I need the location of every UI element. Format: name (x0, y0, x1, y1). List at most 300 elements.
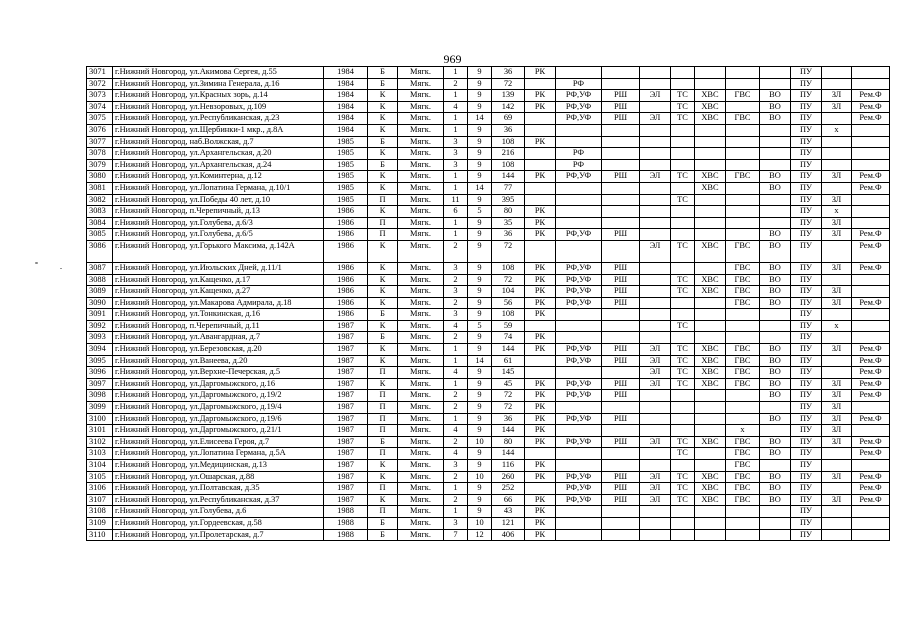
table-cell: РШ (602, 344, 640, 356)
table-cell: 1 (444, 67, 468, 79)
table-cell: ПУ (791, 90, 822, 102)
table-cell: ПУ (791, 124, 822, 136)
table-row (87, 320, 890, 332)
row-number-cell: 3110 (87, 529, 113, 541)
table-cell: ЭЛ (640, 113, 671, 125)
table-cell: ЭЛ (640, 344, 671, 356)
table-cell: 1 (444, 378, 468, 390)
table-row (87, 483, 890, 495)
row-number-cell: 3095 (87, 355, 113, 367)
table-cell (760, 217, 791, 229)
address-cell: г.Нижний Новгород, ул.Акимова Сергея, д.55 (113, 67, 324, 79)
row-number-cell: 3097 (87, 378, 113, 390)
table-cell: 61 (492, 355, 525, 367)
table-row (87, 344, 890, 356)
table-cell: Рем.Ф (852, 436, 890, 448)
table-cell (822, 182, 852, 194)
table-cell: П (368, 425, 398, 437)
table-cell: ПУ (791, 378, 822, 390)
table-cell: П (368, 483, 398, 495)
table-cell: ГВС (726, 436, 760, 448)
table-cell: х (822, 206, 852, 218)
table-cell: ТС (671, 90, 695, 102)
table-cell (640, 124, 671, 136)
table-cell: 9 (468, 425, 492, 437)
table-cell: 108 (492, 136, 525, 148)
table-cell: ПУ (791, 240, 822, 262)
table-cell (556, 460, 602, 472)
table-cell: 4 (444, 367, 468, 379)
table-cell: Мягк. (398, 101, 444, 113)
row-number-cell: 3077 (87, 136, 113, 148)
table-cell: ХВС (695, 286, 726, 298)
table-cell: 1987 (324, 344, 368, 356)
table-cell (602, 367, 640, 379)
address-cell: г.Нижний Новгород, п.Черепичный, д.13 (113, 206, 324, 218)
scan-speck (35, 262, 38, 264)
table-cell: 216 (492, 148, 525, 160)
table-row (87, 136, 890, 148)
table-cell: ПУ (791, 517, 822, 529)
table-cell: 1988 (324, 506, 368, 518)
table-cell: 9 (468, 159, 492, 171)
table-cell: Б (368, 529, 398, 541)
table-cell: П (368, 390, 398, 402)
table-cell: 9 (468, 413, 492, 425)
table-cell (525, 448, 556, 460)
table-cell (556, 506, 602, 518)
table-cell: 1987 (324, 425, 368, 437)
table-cell: Мягк. (398, 494, 444, 506)
table-cell: РК (525, 206, 556, 218)
table-cell: ГВС (726, 274, 760, 286)
address-cell: г.Нижний Новгород, ул.Тонкинская, д.16 (113, 309, 324, 321)
table-cell (602, 124, 640, 136)
table-cell: 72 (492, 274, 525, 286)
table-cell: 9 (468, 367, 492, 379)
table-cell (822, 367, 852, 379)
row-number-cell: 3104 (87, 460, 113, 472)
table-cell: К (368, 113, 398, 125)
table-cell: РК (525, 344, 556, 356)
table-cell (726, 517, 760, 529)
row-number-cell: 3082 (87, 194, 113, 206)
table-cell: К (368, 378, 398, 390)
table-cell: 3 (444, 309, 468, 321)
table-cell (852, 332, 890, 344)
address-cell: г.Нижний Новгород, ул.Макарова Адмирала, д.18 (113, 297, 324, 309)
table-cell: ХВС (695, 367, 726, 379)
table-cell: 1986 (324, 206, 368, 218)
table-cell: ХВС (695, 171, 726, 183)
table-row (87, 332, 890, 344)
table-cell: Рем.Ф (852, 378, 890, 390)
table-cell: РК (525, 136, 556, 148)
table-cell (760, 529, 791, 541)
table-cell: РК (525, 378, 556, 390)
table-cell: 2 (444, 402, 468, 414)
table-cell: ПУ (791, 101, 822, 113)
table-cell: 72 (492, 390, 525, 402)
table-cell (760, 67, 791, 79)
table-cell (695, 529, 726, 541)
table-cell: 5 (468, 320, 492, 332)
table-cell: 9 (468, 148, 492, 160)
table-cell: 139 (492, 90, 525, 102)
table-cell (822, 240, 852, 262)
table-cell: 1987 (324, 460, 368, 472)
table-cell (822, 159, 852, 171)
table-row (87, 529, 890, 541)
table-row (87, 297, 890, 309)
table-cell (671, 159, 695, 171)
table-cell: 9 (468, 194, 492, 206)
address-cell: г.Нижний Новгород, ул.Невзоровых, д.109 (113, 101, 324, 113)
table-cell: ПУ (791, 355, 822, 367)
table-cell: ВО (760, 355, 791, 367)
table-cell: РФ,УФ (556, 262, 602, 274)
row-number-cell: 3093 (87, 332, 113, 344)
address-cell: г.Нижний Новгород, ул.Зимина Генерала, д.16 (113, 78, 324, 90)
table-cell: 395 (492, 194, 525, 206)
table-row (87, 262, 890, 274)
address-cell: г.Нижний Новгород, ул.Пролетарская, д.7 (113, 529, 324, 541)
table-cell (556, 367, 602, 379)
table-cell: РФ,УФ (556, 90, 602, 102)
table-cell: РШ (602, 471, 640, 483)
table-cell (671, 67, 695, 79)
table-cell (640, 194, 671, 206)
table-cell: РШ (602, 171, 640, 183)
table-cell: 1 (444, 506, 468, 518)
table-cell: ГВС (726, 378, 760, 390)
table-cell: 45 (492, 378, 525, 390)
table-cell: 1987 (324, 378, 368, 390)
table-cell (640, 262, 671, 274)
table-cell (726, 67, 760, 79)
table-cell: ПУ (791, 262, 822, 274)
table-cell (726, 182, 760, 194)
table-cell (640, 517, 671, 529)
table-cell (556, 517, 602, 529)
table-cell: ГВС (726, 240, 760, 262)
row-number-cell: 3076 (87, 124, 113, 136)
table-cell: ТС (671, 494, 695, 506)
table-cell (671, 124, 695, 136)
table-cell: 1987 (324, 367, 368, 379)
table-cell (671, 182, 695, 194)
table-cell: РШ (602, 390, 640, 402)
table-cell: ВО (760, 229, 791, 241)
table-cell (822, 136, 852, 148)
table-cell (556, 425, 602, 437)
table-cell (640, 274, 671, 286)
table-cell (556, 206, 602, 218)
table-cell: Мягк. (398, 240, 444, 262)
table-cell: 1988 (324, 517, 368, 529)
table-cell (640, 206, 671, 218)
table-cell: ЭЛ (640, 355, 671, 367)
table-cell (556, 529, 602, 541)
table-cell: Мягк. (398, 517, 444, 529)
table-cell: ВО (760, 171, 791, 183)
table-cell: ВО (760, 113, 791, 125)
row-number-cell: 3078 (87, 148, 113, 160)
table-cell (525, 355, 556, 367)
table-cell: Мягк. (398, 90, 444, 102)
table-cell: ЗЛ (822, 378, 852, 390)
table-cell: Мягк. (398, 182, 444, 194)
table-cell: 1984 (324, 101, 368, 113)
table-cell (525, 78, 556, 90)
table-cell: 10 (468, 471, 492, 483)
table-cell: ВО (760, 90, 791, 102)
table-cell (602, 529, 640, 541)
table-cell: Мягк. (398, 148, 444, 160)
address-cell: г.Нижний Новгород, ул.Республиканская, д.37 (113, 494, 324, 506)
table-cell (852, 320, 890, 332)
table-cell (695, 262, 726, 274)
address-cell: г.Нижний Новгород, ул.Красных зорь, д.14 (113, 90, 324, 102)
table-cell: 1987 (324, 436, 368, 448)
row-number-cell: 3072 (87, 78, 113, 90)
address-cell: г.Нижний Новгород, ул.Архангельская, д.24 (113, 159, 324, 171)
table-cell: 4 (444, 425, 468, 437)
table-cell: РШ (602, 90, 640, 102)
table-cell: Б (368, 517, 398, 529)
table-cell (640, 460, 671, 472)
table-cell: РФ,УФ (556, 274, 602, 286)
address-cell: г.Нижний Новгород, ул.Кащенко, д.17 (113, 274, 324, 286)
table-cell: ХВС (695, 483, 726, 495)
table-cell: К (368, 460, 398, 472)
table-cell (695, 320, 726, 332)
table-cell: ЗЛ (822, 101, 852, 113)
table-cell: Мягк. (398, 425, 444, 437)
table-cell: Мягк. (398, 413, 444, 425)
table-cell (852, 425, 890, 437)
table-cell: К (368, 355, 398, 367)
table-cell (671, 262, 695, 274)
table-cell: х (822, 320, 852, 332)
table-cell: 116 (492, 460, 525, 472)
address-cell: г.Нижний Новгород, ул.Даргомыжского, д.19/2 (113, 390, 324, 402)
table-cell: 3 (444, 136, 468, 148)
table-cell: Рем.Ф (852, 448, 890, 460)
table-cell: Рем.Ф (852, 101, 890, 113)
table-cell: Рем.Ф (852, 229, 890, 241)
table-cell: 3 (444, 262, 468, 274)
table-cell: К (368, 90, 398, 102)
table-cell: РФ (556, 148, 602, 160)
table-cell: 1 (444, 124, 468, 136)
table-cell: 66 (492, 494, 525, 506)
table-cell: РФ,УФ (556, 101, 602, 113)
table-cell: ЗЛ (822, 413, 852, 425)
table-cell (640, 159, 671, 171)
table-cell: х (726, 425, 760, 437)
table-cell (602, 309, 640, 321)
table-row (87, 78, 890, 90)
table-cell (695, 194, 726, 206)
table-cell (726, 136, 760, 148)
table-cell: ЭЛ (640, 483, 671, 495)
address-cell: г.Нижний Новгород, ул.Лопатина Германа, д.5А (113, 448, 324, 460)
table-cell: К (368, 274, 398, 286)
table-cell (602, 240, 640, 262)
address-cell: г.Нижний Новгород, ул.Полтавская, д.35 (113, 483, 324, 495)
table-cell: 108 (492, 159, 525, 171)
table-cell: Мягк. (398, 113, 444, 125)
table-cell: ЗЛ (822, 90, 852, 102)
table-row (87, 378, 890, 390)
table-cell: ВО (760, 390, 791, 402)
table-cell (760, 194, 791, 206)
table-cell: РШ (602, 436, 640, 448)
table-cell (760, 402, 791, 414)
table-cell (822, 309, 852, 321)
table-cell: ПУ (791, 182, 822, 194)
row-number-cell: 3092 (87, 320, 113, 332)
table-cell: ЭЛ (640, 240, 671, 262)
table-cell: Б (368, 78, 398, 90)
table-cell (760, 309, 791, 321)
table-cell (852, 506, 890, 518)
table-cell: 9 (468, 402, 492, 414)
table-row (87, 101, 890, 113)
address-cell: г.Нижний Новгород, ул.Березовская, д.20 (113, 344, 324, 356)
table-cell: ПУ (791, 217, 822, 229)
table-cell: ВО (760, 378, 791, 390)
table-cell (852, 286, 890, 298)
table-cell (726, 320, 760, 332)
table-cell: Рем.Ф (852, 355, 890, 367)
row-number-cell: 3103 (87, 448, 113, 460)
table-cell: ГВС (726, 344, 760, 356)
table-cell: ГВС (726, 483, 760, 495)
table-cell (640, 390, 671, 402)
table-cell (525, 483, 556, 495)
table-cell (640, 217, 671, 229)
table-cell: 108 (492, 309, 525, 321)
table-cell: 10 (468, 436, 492, 448)
address-cell: г.Нижний Новгород, ул.Голубева, д.6/5 (113, 229, 324, 241)
table-cell: ПУ (791, 367, 822, 379)
table-row (87, 229, 890, 241)
table-cell: К (368, 182, 398, 194)
table-cell: Мягк. (398, 344, 444, 356)
table-cell: 9 (468, 171, 492, 183)
table-row (87, 460, 890, 472)
table-cell: 1987 (324, 448, 368, 460)
table-cell: РК (525, 332, 556, 344)
table-cell: ТС (671, 274, 695, 286)
row-number-cell: 3090 (87, 297, 113, 309)
table-cell: 2 (444, 240, 468, 262)
table-cell: 144 (492, 171, 525, 183)
table-cell (760, 460, 791, 472)
table-cell: 1 (444, 113, 468, 125)
table-cell: ГВС (726, 286, 760, 298)
table-cell: РШ (602, 483, 640, 495)
table-cell: РШ (602, 286, 640, 298)
address-cell: г.Нижний Новгород, ул.Коминтерна, д.12 (113, 171, 324, 183)
table-cell: Рем.Ф (852, 483, 890, 495)
table-cell: ВО (760, 448, 791, 460)
table-cell: 1985 (324, 182, 368, 194)
table-cell: К (368, 101, 398, 113)
table-cell: 1987 (324, 320, 368, 332)
table-cell: 36 (492, 124, 525, 136)
table-cell: Рем.Ф (852, 171, 890, 183)
table-cell: РФ,УФ (556, 229, 602, 241)
table-cell (695, 297, 726, 309)
table-cell (852, 529, 890, 541)
table-cell: ЗЛ (822, 494, 852, 506)
table-cell: Мягк. (398, 206, 444, 218)
table-cell (822, 448, 852, 460)
row-number-cell: 3075 (87, 113, 113, 125)
table-cell: ЭЛ (640, 367, 671, 379)
table-cell: Б (368, 67, 398, 79)
table-cell: ПУ (791, 171, 822, 183)
table-cell: 9 (468, 390, 492, 402)
table-cell (852, 194, 890, 206)
table-cell: ХВС (695, 182, 726, 194)
table-cell: К (368, 171, 398, 183)
table-cell: 104 (492, 286, 525, 298)
table-cell (602, 217, 640, 229)
table-cell (525, 240, 556, 262)
table-cell: ГВС (726, 448, 760, 460)
table-cell: ГВС (726, 297, 760, 309)
table-cell (760, 517, 791, 529)
table-cell (556, 124, 602, 136)
table-cell: ЭЛ (640, 494, 671, 506)
row-number-cell: 3073 (87, 90, 113, 102)
table-cell (852, 309, 890, 321)
table-cell (556, 194, 602, 206)
table-cell: Мягк. (398, 367, 444, 379)
row-number-cell: 3094 (87, 344, 113, 356)
table-cell: 1988 (324, 529, 368, 541)
table-cell: ПУ (791, 67, 822, 79)
table-cell (760, 332, 791, 344)
table-cell (602, 320, 640, 332)
address-cell: г.Нижний Новгород, ул.Голубева, д.6 (113, 506, 324, 518)
table-cell: 14 (468, 113, 492, 125)
row-number-cell: 3099 (87, 402, 113, 414)
table-cell (525, 320, 556, 332)
table-cell (640, 413, 671, 425)
table-cell: ЗЛ (822, 171, 852, 183)
table-cell: ХВС (695, 494, 726, 506)
table-cell (556, 402, 602, 414)
table-cell (852, 274, 890, 286)
table-cell: ТС (671, 344, 695, 356)
table-cell (671, 309, 695, 321)
table-cell (695, 124, 726, 136)
table-cell: Рем.Ф (852, 240, 890, 262)
table-cell: 5 (468, 206, 492, 218)
table-cell: П (368, 367, 398, 379)
table-cell: Мягк. (398, 286, 444, 298)
table-cell: 144 (492, 448, 525, 460)
table-cell: 7 (444, 529, 468, 541)
table-cell: 1985 (324, 148, 368, 160)
table-cell: РК (525, 217, 556, 229)
table-cell: ВО (760, 182, 791, 194)
